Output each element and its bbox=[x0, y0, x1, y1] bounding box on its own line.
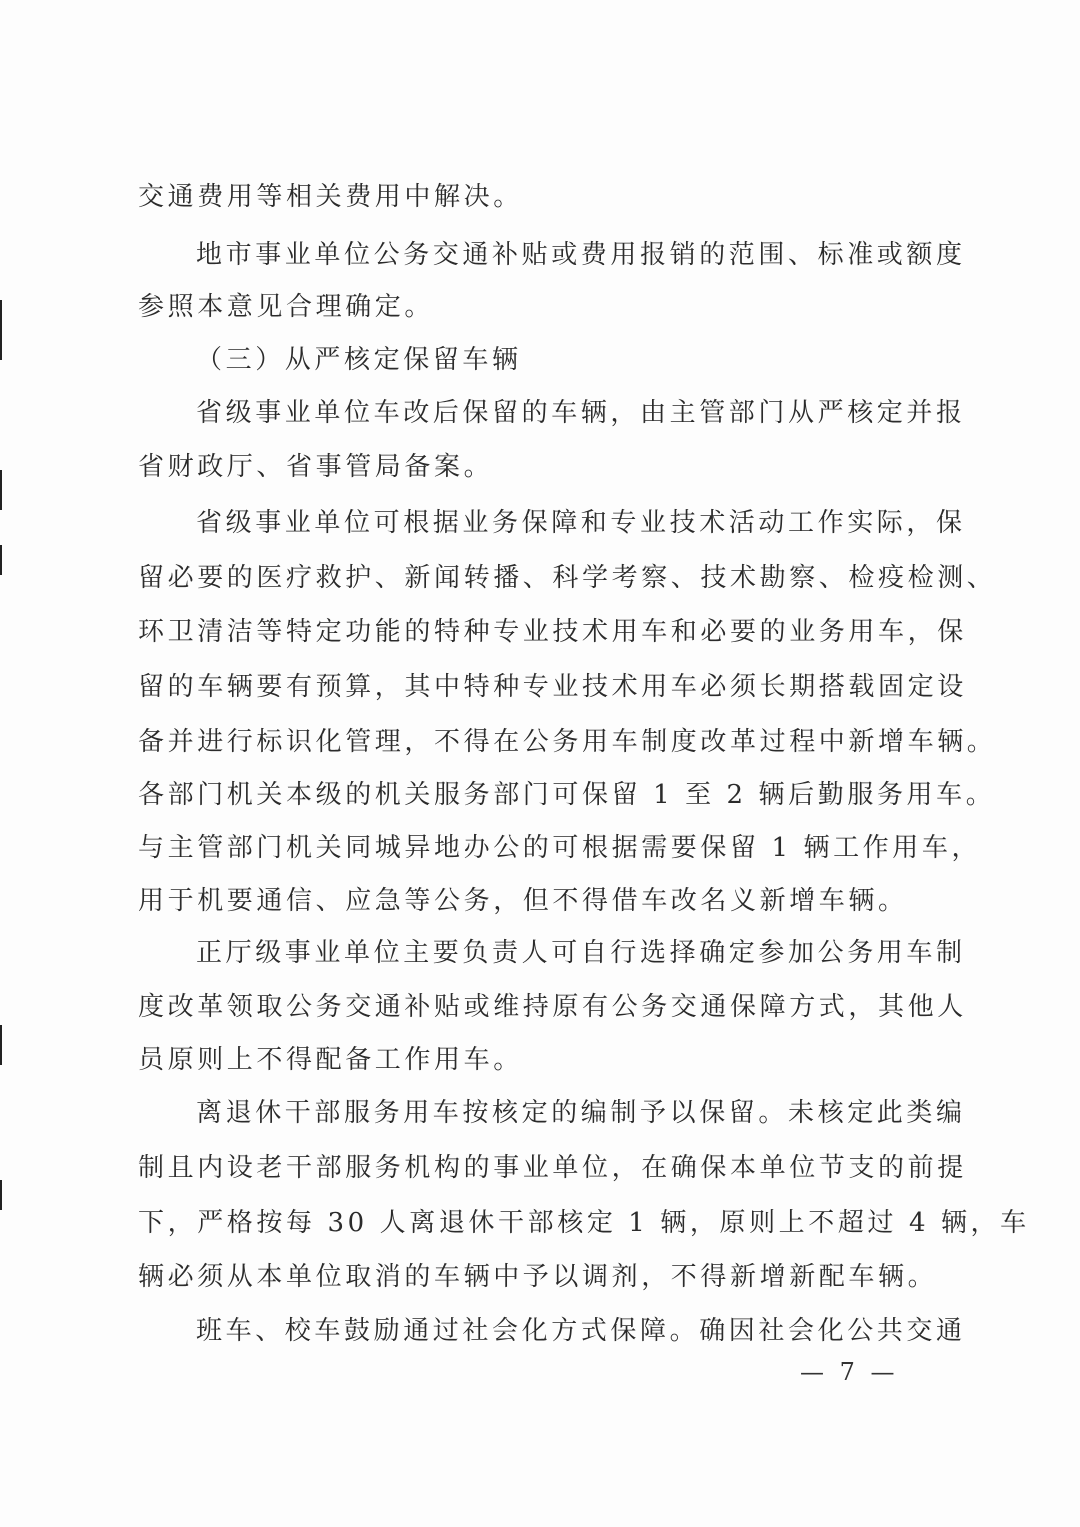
paragraph-line: 离退休干部服务用车按核定的编制予以保留。未核定此类编 bbox=[196, 1098, 966, 1128]
paragraph-line: 参照本意见合理确定。 bbox=[138, 292, 435, 322]
paragraph-line: 留必要的医疗救护、新闻转播、科学考察、技术勘察、检疫检测、 bbox=[138, 563, 997, 593]
scan-edge-mark bbox=[0, 470, 2, 510]
paragraph-line: 度改革领取公务交通补贴或维持原有公务交通保障方式，其他人 bbox=[138, 992, 967, 1022]
paragraph-line: 正厅级事业单位主要负责人可自行选择确定参加公务用车制 bbox=[196, 938, 966, 968]
paragraph-line: 省级事业单位车改后保留的车辆，由主管部门从严核定并报 bbox=[196, 398, 966, 428]
paragraph-line: 备并进行标识化管理，不得在公务用车制度改革过程中新增车辆。 bbox=[138, 727, 997, 757]
scan-edge-mark bbox=[0, 1025, 2, 1065]
paragraph-line: 与主管部门机关同城异地办公的可根据需要保留 1 辆工作用车， bbox=[138, 833, 982, 863]
scan-edge-mark bbox=[0, 545, 2, 575]
paragraph-line: 下，严格按每 30 人离退休干部核定 1 辆，原则上不超过 4 辆，车 bbox=[138, 1208, 1030, 1238]
paragraph-line: 留的车辆要有预算，其中特种专业技术用车必须长期搭载固定设 bbox=[138, 672, 967, 702]
paragraph-line: 环卫清洁等特定功能的特种专业技术用车和必要的业务用车，保 bbox=[138, 617, 967, 647]
paragraph-line: 辆必须从本单位取消的车辆中予以调剂，不得新增新配车辆。 bbox=[138, 1262, 938, 1292]
page-number: — 7 — bbox=[800, 1358, 899, 1386]
scan-edge-mark bbox=[0, 1180, 2, 1210]
paragraph-line: 各部门机关本级的机关服务部门可保留 1 至 2 辆后勤服务用车。 bbox=[138, 780, 996, 810]
paragraph-line: 制且内设老干部服务机构的事业单位，在确保本单位节支的前提 bbox=[138, 1153, 967, 1183]
paragraph-line: 地市事业单位公务交通补贴或费用报销的范围、标准或额度 bbox=[196, 240, 966, 270]
paragraph-line: 员原则上不得配备工作用车。 bbox=[138, 1045, 523, 1075]
section-heading: （三）从严核定保留车辆 bbox=[196, 345, 522, 375]
paragraph-line: 班车、校车鼓励通过社会化方式保障。确因社会化公共交通 bbox=[196, 1316, 966, 1346]
paragraph-line: 用于机要通信、应急等公务，但不得借车改名义新增车辆。 bbox=[138, 886, 908, 916]
paragraph-line: 省财政厅、省事管局备案。 bbox=[138, 452, 494, 482]
paragraph-line: 交通费用等相关费用中解决。 bbox=[138, 182, 523, 212]
scan-edge-mark bbox=[0, 300, 2, 360]
paragraph-line: 省级事业单位可根据业务保障和专业技术活动工作实际，保 bbox=[196, 508, 966, 538]
